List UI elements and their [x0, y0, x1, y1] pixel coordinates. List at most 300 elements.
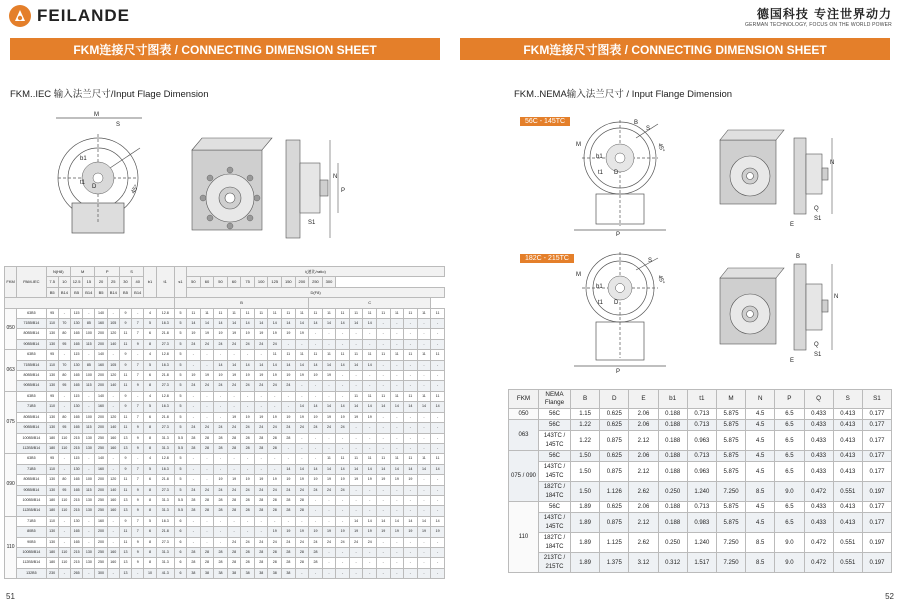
table-cell: 110 [58, 495, 70, 505]
label-d: D [92, 184, 97, 190]
table-cell: 130 [83, 433, 95, 443]
page-number: 51 [6, 592, 15, 601]
label-n: N [333, 174, 338, 180]
table-cell: 0.413 [833, 513, 862, 533]
table-cell: 13 [119, 558, 131, 568]
table-cell: 0.713 [687, 420, 716, 431]
table-cell: 11 [309, 308, 323, 318]
table-row [5, 423, 445, 433]
table-cell: 14 [295, 360, 309, 370]
nema-large-drawing [570, 250, 870, 375]
table-cell: 110 [46, 516, 58, 526]
table-cell: - [322, 568, 336, 578]
table-cell: 0.625 [600, 409, 629, 420]
table-cell: - [254, 527, 268, 537]
table-cell: 14 [282, 464, 296, 474]
table-cell: 19 [431, 527, 445, 537]
table-cell: 95 [46, 350, 58, 360]
table-cell: 24 [282, 381, 296, 391]
table-cell: - [417, 558, 431, 568]
ratio-header-cell: 20 [95, 277, 107, 287]
table-cell: 115 [71, 454, 83, 464]
ratio-header-cell: 7.5 [46, 277, 58, 287]
table-cell: 5 [174, 402, 186, 412]
nema-flange-cell: 56C [539, 420, 571, 431]
table-cell: - [336, 433, 350, 443]
table-cell: 4 [144, 308, 156, 318]
table-cell: 9.0 [775, 553, 804, 573]
table-cell: 14 [214, 360, 228, 370]
table-cell: 1.89 [571, 533, 600, 553]
table-cell: 8 [144, 339, 156, 349]
table-cell: 0.250 [658, 482, 687, 502]
label-q: Q [814, 342, 819, 348]
table-cell: - [58, 308, 70, 318]
table-cell: - [132, 568, 144, 578]
iec-dimension-table [4, 266, 445, 579]
table-cell: 19 [187, 329, 201, 339]
table-header-cell: s1 [174, 267, 186, 298]
table-cell: 11 [417, 308, 431, 318]
table-cell: 11 [431, 350, 445, 360]
table-cell: - [349, 371, 363, 381]
label-b: B [796, 254, 801, 260]
table-cell: 0.413 [833, 462, 862, 482]
table-cell: 200 [95, 527, 107, 537]
table-cell: 130 [46, 423, 58, 433]
table-cell: 1.89 [571, 513, 600, 533]
table-cell: - [309, 391, 323, 401]
table-cell: 0.188 [658, 451, 687, 462]
table-cell: - [83, 350, 95, 360]
label-t1: t1 [80, 180, 86, 186]
table-cell: 180 [46, 433, 58, 443]
table-cell: 0.188 [658, 409, 687, 420]
fkm-size-cell: 063 [5, 350, 17, 392]
table-cell: 200 [95, 329, 107, 339]
table-cell: 31.3 [156, 443, 174, 453]
table-row [5, 527, 445, 537]
table-cell: - [404, 537, 418, 547]
table-row [5, 495, 445, 505]
table-cell: - [336, 371, 350, 381]
table-cell: 130 [46, 537, 58, 547]
table-cell: 0.963 [687, 462, 716, 482]
table-cell: 24 [295, 485, 309, 495]
table-cell: 8 [144, 547, 156, 557]
table-cell: 8 [144, 537, 156, 547]
nema-flange-cell: 56C [539, 409, 571, 420]
sub-header-cell: B5 [46, 287, 58, 297]
table-cell: 28 [241, 506, 255, 516]
table-cell: - [83, 464, 95, 474]
table-cell: - [187, 454, 201, 464]
table-cell: - [336, 516, 350, 526]
table-cell: 31.3 [156, 495, 174, 505]
table-cell: 250 [95, 547, 107, 557]
table-cell: 24 [254, 423, 268, 433]
table-cell: 160 [95, 360, 107, 370]
table-cell: 9 [132, 339, 144, 349]
table-cell: 38 [268, 568, 282, 578]
table-cell: 11 [119, 329, 131, 339]
table-cell: 28 [268, 558, 282, 568]
table-cell: 200 [95, 475, 107, 485]
table-cell: 13 [119, 568, 131, 578]
table-cell: 215 [71, 433, 83, 443]
table-cell: 11 [214, 308, 228, 318]
table-cell: - [295, 433, 309, 443]
table-cell: 28 [309, 547, 323, 557]
table-cell: 19 [254, 371, 268, 381]
table-cell: 6.5 [775, 420, 804, 431]
table-cell: - [83, 391, 95, 401]
table-cell: 120 [107, 475, 119, 485]
table-cell: - [431, 485, 445, 495]
table-cell: - [282, 402, 296, 412]
ratio-header-cell: 150 [282, 277, 296, 287]
ratio-header-cell: 12.5 [71, 277, 83, 287]
ratio-header-cell: 15 [83, 277, 95, 287]
table-cell: - [268, 402, 282, 412]
table-row [5, 547, 445, 557]
ratio-header-cell: 10 [58, 277, 70, 287]
table-cell: 130 [71, 319, 83, 329]
table-cell: 9 [119, 350, 131, 360]
table-cell: 8 [144, 423, 156, 433]
table-cell: - [107, 537, 119, 547]
table-cell: 5 [174, 475, 186, 485]
table-cell: 11 [404, 350, 418, 360]
table-cell: - [336, 381, 350, 391]
table-cell: 21.8 [156, 329, 174, 339]
table-cell: - [363, 443, 377, 453]
table-cell: 95 [58, 339, 70, 349]
table-cell: - [376, 506, 390, 516]
table-cell: 24 [227, 381, 241, 391]
table-cell: 0.713 [687, 409, 716, 420]
table-cell: 112B5/B14 [17, 443, 46, 453]
table-cell: - [404, 547, 418, 557]
fkm-size-cell: 110 [5, 516, 17, 578]
table-cell: 28 [254, 433, 268, 443]
table-cell: 24 [200, 339, 214, 349]
table-cell: 11 [417, 350, 431, 360]
table-cell: 6.5 [775, 409, 804, 420]
table-cell: 19 [268, 371, 282, 381]
table-cell: 24 [363, 537, 377, 547]
table-cell: 0.413 [833, 420, 862, 431]
blank-header-cell [5, 298, 175, 308]
table-cell: 160 [95, 402, 107, 412]
table-cell: 80B5/B14 [17, 371, 46, 381]
brand-name: FEILANDE [37, 6, 130, 25]
table-cell: 31.3 [156, 506, 174, 516]
table-row [5, 350, 445, 360]
table-cell: 19 [282, 527, 296, 537]
table-cell: 95 [46, 391, 58, 401]
table-cell: - [268, 516, 282, 526]
table-cell: 16.3 [156, 464, 174, 474]
table-cell: - [376, 319, 390, 329]
table-cell: 27.3 [156, 537, 174, 547]
table-cell: 0.413 [833, 451, 862, 462]
table-cell: 11 [119, 527, 131, 537]
table-row [509, 553, 892, 573]
table-cell: 19 [336, 527, 350, 537]
table-cell: 100 [83, 371, 95, 381]
table-cell: 0.188 [658, 513, 687, 533]
table-cell: 5 [174, 350, 186, 360]
table-cell: 27.3 [156, 339, 174, 349]
table-cell: 130 [46, 527, 58, 537]
table-cell: 14 [214, 319, 228, 329]
sub-header-cell: B14 [83, 287, 95, 297]
table-cell: - [336, 443, 350, 453]
table-cell: 130 [71, 360, 83, 370]
table-cell: - [309, 339, 323, 349]
table-cell: 130 [46, 412, 58, 422]
table-cell: - [200, 391, 214, 401]
table-cell: 0.625 [600, 451, 629, 462]
label-b1: b1 [80, 156, 87, 162]
table-cell: 19 [322, 527, 336, 537]
table-cell: - [404, 319, 418, 329]
table-cell: 24 [187, 423, 201, 433]
table-cell: - [336, 495, 350, 505]
table-cell: 115 [71, 350, 83, 360]
table-cell: 0.177 [862, 420, 891, 431]
table-cell: 12.8 [156, 350, 174, 360]
table-cell: 11 [404, 454, 418, 464]
table-cell: - [309, 443, 323, 453]
table-cell: 0.188 [658, 431, 687, 451]
table-cell: - [417, 329, 431, 339]
table-cell: - [309, 329, 323, 339]
table-cell: 300 [95, 568, 107, 578]
table-cell: 19 [214, 329, 228, 339]
table-cell: 215 [71, 547, 83, 557]
table-cell: - [214, 350, 228, 360]
table-cell: 7 [132, 402, 144, 412]
table-cell: 0.177 [862, 431, 891, 451]
table-cell: 6 [174, 516, 186, 526]
table-cell: - [241, 527, 255, 537]
table-cell: 5 [144, 402, 156, 412]
table-cell: 110 [46, 360, 58, 370]
table-cell: 5.875 [716, 420, 745, 431]
table-cell: 0.312 [658, 553, 687, 573]
table-row [5, 412, 445, 422]
table-cell: - [83, 454, 95, 464]
table-cell: 38 [200, 568, 214, 578]
table-cell: 215 [71, 506, 83, 516]
sub-header-cell: B5 [95, 287, 107, 297]
table-cell: 11 [376, 350, 390, 360]
table-cell: - [322, 547, 336, 557]
table-cell: - [309, 516, 323, 526]
table-cell: 5.5 [174, 443, 186, 453]
page-banner: FKM连接尺寸图表 / CONNECTING DIMENSION SHEET [460, 38, 890, 60]
table-cell: 11 [322, 350, 336, 360]
label-b1: b1 [596, 284, 603, 290]
table-row [5, 558, 445, 568]
table-cell: 19 [322, 371, 336, 381]
table-cell: 160 [107, 443, 119, 453]
table-cell: 24 [241, 537, 255, 547]
table-cell: - [322, 558, 336, 568]
table-header-cell: b1 [144, 267, 156, 298]
table-cell: - [417, 319, 431, 329]
table-cell: 5 [144, 464, 156, 474]
table-cell: 11 [363, 454, 377, 464]
table-cell: - [349, 433, 363, 443]
table-cell: 90B5/B14 [17, 485, 46, 495]
table-cell: 31.3 [156, 547, 174, 557]
table-cell: 24 [241, 381, 255, 391]
table-cell: 4.5 [746, 409, 775, 420]
table-cell: 16.3 [156, 516, 174, 526]
table-cell: 24 [187, 339, 201, 349]
table-cell: 0.963 [687, 431, 716, 451]
table-cell: 19 [295, 475, 309, 485]
table-cell: 9 [132, 506, 144, 516]
table-cell: 0.433 [804, 431, 833, 451]
table-cell: 38 [254, 568, 268, 578]
table-cell: 11 [119, 371, 131, 381]
table-row [509, 409, 892, 420]
ratio-header-cell: 100 [254, 277, 268, 287]
table-cell: 24 [309, 485, 323, 495]
table-cell: 6 [144, 371, 156, 381]
table-cell: 9.0 [775, 533, 804, 553]
table-cell: 24 [282, 485, 296, 495]
table-cell: 5 [144, 360, 156, 370]
table-cell: 6 [174, 537, 186, 547]
table-cell: 8 [144, 443, 156, 453]
table-cell: 31.3 [156, 558, 174, 568]
table-header-cell: D [600, 390, 629, 409]
table-cell: 6.5 [775, 451, 804, 462]
table-cell: 14 [363, 402, 377, 412]
table-cell: - [214, 516, 228, 526]
table-cell: 0.177 [862, 513, 891, 533]
table-cell: 110 [58, 558, 70, 568]
table-row [5, 319, 445, 329]
page-banner: FKM连接尺寸图表 / CONNECTING DIMENSION SHEET [10, 38, 440, 60]
table-cell: - [309, 381, 323, 391]
sub-header-cell: B14 [58, 287, 70, 297]
table-cell: 19 [390, 475, 404, 485]
table-row [5, 454, 445, 464]
table-cell: 16.3 [156, 402, 174, 412]
table-cell: 115 [83, 423, 95, 433]
label-s: S [648, 258, 653, 264]
table-cell: 2.12 [629, 431, 658, 451]
table-cell: 90B5/B14 [17, 423, 46, 433]
table-cell: 140 [107, 485, 119, 495]
tag-56c-145tc: 56C - 145TC [520, 117, 570, 126]
table-cell: 19 [254, 475, 268, 485]
table-cell: 165 [71, 475, 83, 485]
table-cell: 19 [268, 329, 282, 339]
table-cell: 24 [336, 537, 350, 547]
table-cell: - [282, 516, 296, 526]
table-cell: - [83, 527, 95, 537]
table-cell: 14 [241, 319, 255, 329]
table-cell: 95 [58, 381, 70, 391]
table-cell: 7 [132, 516, 144, 526]
table-cell: 9 [132, 381, 144, 391]
table-cell: - [417, 360, 431, 370]
table-cell: 28 [241, 433, 255, 443]
table-cell: 11 [119, 537, 131, 547]
table-cell: 9 [132, 485, 144, 495]
table-cell: 250 [95, 495, 107, 505]
table-cell: 2.06 [629, 420, 658, 431]
table-cell: - [404, 360, 418, 370]
table-cell: 24 [187, 485, 201, 495]
ratio-header-cell: 250 [309, 277, 323, 287]
table-cell: 1.50 [571, 482, 600, 502]
table-cell: 132B5 [17, 568, 46, 578]
table-cell: 28 [282, 558, 296, 568]
table-cell: 14 [390, 464, 404, 474]
ratio-header-cell: 125 [268, 277, 282, 287]
table-cell: 28 [295, 506, 309, 516]
table-cell: 5.5 [174, 506, 186, 516]
table-cell: 165 [71, 537, 83, 547]
table-cell: 13 [119, 433, 131, 443]
table-cell: 24 [268, 381, 282, 391]
table-cell: 110 [58, 443, 70, 453]
table-cell: 90B5/B14 [17, 381, 46, 391]
table-cell: 24 [349, 537, 363, 547]
table-cell: - [336, 568, 350, 578]
table-cell: 200 [95, 423, 107, 433]
table-cell: 0.551 [833, 553, 862, 573]
ratio-header-cell: 200 [295, 277, 309, 287]
table-cell: - [349, 339, 363, 349]
table-cell: 24 [254, 485, 268, 495]
table-cell: 19 [241, 475, 255, 485]
table-cell: - [107, 308, 119, 318]
table-cell: - [295, 391, 309, 401]
table-cell: - [431, 558, 445, 568]
table-cell: 14 [404, 464, 418, 474]
label-q: Q [814, 206, 819, 212]
nema-flange-cell: 56C [539, 451, 571, 462]
table-cell: - [431, 537, 445, 547]
table-cell: 70 [58, 319, 70, 329]
table-cell: 0.177 [862, 502, 891, 513]
table-cell: 19 [349, 475, 363, 485]
table-header-cell: S [119, 267, 143, 277]
table-cell: - [376, 443, 390, 453]
table-cell: 8 [144, 381, 156, 391]
table-cell: 16.3 [156, 319, 174, 329]
table-cell: 0.177 [862, 462, 891, 482]
table-cell: 11 [390, 391, 404, 401]
ratio-header-cell: 30 [119, 277, 131, 287]
sub-header-cell: B14 [132, 287, 144, 297]
table-cell: 19 [363, 412, 377, 422]
table-cell: - [363, 339, 377, 349]
sub-header-cell: B14 [107, 287, 119, 297]
table-cell: 11 [119, 423, 131, 433]
table-cell: - [58, 454, 70, 464]
slogan-en: GERMAN TECHNOLOGY, FOCUS ON THE WORLD POWER [745, 22, 892, 28]
